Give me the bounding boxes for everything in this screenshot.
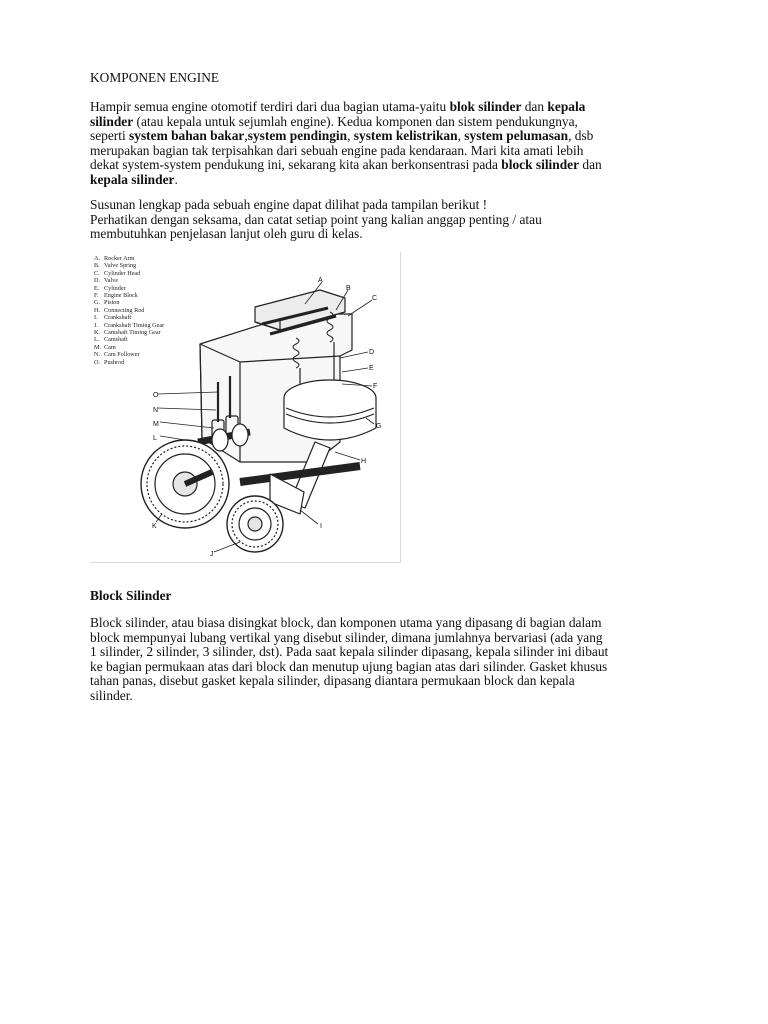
legend-item: O. Pushrod <box>94 358 125 366</box>
callout-a: A <box>318 277 323 284</box>
legend-item: E. Cylinder <box>94 284 126 292</box>
callout-h: H <box>361 458 367 465</box>
legend-item: J. Crankshaft Timing Gear <box>94 321 165 329</box>
intro-line-5: dekat system-system pendukung ini, sekarang kita akan berkonsentrasi pada block silinder dan <box>90 157 602 173</box>
legend-item: K. Camshaft Timing Gear <box>94 329 161 337</box>
intro-line-3: seperti system bahan bakar,system pendingin, system kelistrikan, system pelumasan, dsb <box>90 128 594 144</box>
section-line-6: silinder. <box>90 687 133 703</box>
callout-n: N <box>153 407 159 414</box>
callout-b: B <box>346 285 351 292</box>
intro-line-1: Hampir semua engine otomotif terdiri dari dua bagian utama-yaitu blok silinder dan kepala <box>90 99 586 114</box>
callout-f: F <box>373 383 378 390</box>
callout-e: E <box>369 365 374 372</box>
legend-item: C. Cylinder Head <box>94 269 141 277</box>
intro-line-4: merupakan bagian tak terpisahkan dari sebuah engine pada kendaraan. Mari kita amati lebih <box>90 142 584 158</box>
instructions-line-2: Perhatikan dengan seksama, dan catat setiap point yang kalian anggap penting / atau <box>90 211 542 227</box>
legend-item: G. Piston <box>94 299 120 307</box>
legend-item: F. Engine Block <box>94 292 138 300</box>
section-line-1: Block silinder, atau biasa disingkat block, dan komponen utama yang dipasang di bagian dalam <box>90 615 602 630</box>
legend-item: L. Camshaft <box>94 336 128 344</box>
section-line-5: tahan panas, disebut gasket kepala silinder, dipasang diantara permukaan block dan kepala <box>90 673 575 689</box>
callout-l: L <box>153 435 157 442</box>
callout-i: I <box>320 523 322 530</box>
callout-k: K <box>152 523 157 530</box>
section-line-2: block mempunyai lubang vertikal yang disebut silinder, dimana jumlahnya bervariasi (ada yang <box>90 629 603 645</box>
callout-c: C <box>372 295 378 302</box>
section-line-4: ke bagian permukaan atas dari block dan menutup ujung bagian atas dari silinder. Gasket khusus <box>90 658 608 674</box>
callout-o: O <box>153 392 159 399</box>
callout-j: J <box>210 551 214 558</box>
legend-item: H. Connecting Rod <box>94 306 145 314</box>
intro-line-2: silinder (atau kepala untuk sejumlah engine). Kedua komponen dan sistem pendukungnya, <box>90 113 578 129</box>
instructions-paragraph <box>90 198 690 242</box>
legend-item: M. Cam <box>94 343 116 351</box>
block-silinder-paragraph <box>90 616 690 704</box>
document-title: KOMPONEN ENGINE <box>90 70 220 85</box>
section-line-3: 1 silinder, 2 silinder, 3 silinder, dst). Pada saat kepala silinder dipasang, kepala silinder ini dibaut <box>90 644 609 660</box>
instructions-line-1: Susunan lengkap pada sebuah engine dapat dilihat pada tampilan berikut ! <box>90 197 488 212</box>
engine-diagram-figure <box>90 252 401 563</box>
instructions-line-3: membutuhkan penjelasan lanjut oleh guru di kelas. <box>90 226 363 242</box>
intro-paragraph <box>90 100 690 188</box>
callout-d: D <box>369 349 375 356</box>
legend-item: A. Rocker Arm <box>94 255 135 262</box>
section-heading-block-silinder: Block Silinder <box>90 588 172 603</box>
callout-g: G <box>376 423 382 430</box>
intro-line-6: kepala silinder. <box>90 171 178 187</box>
legend-item: I. Crankshaft <box>94 314 132 322</box>
legend-item: B. Valve Spring <box>94 262 137 270</box>
callout-m: M <box>153 421 159 428</box>
diagram-legend <box>94 255 164 366</box>
legend-item: D. Valve <box>94 277 119 285</box>
legend-item: N. Cam Follower <box>94 351 140 359</box>
